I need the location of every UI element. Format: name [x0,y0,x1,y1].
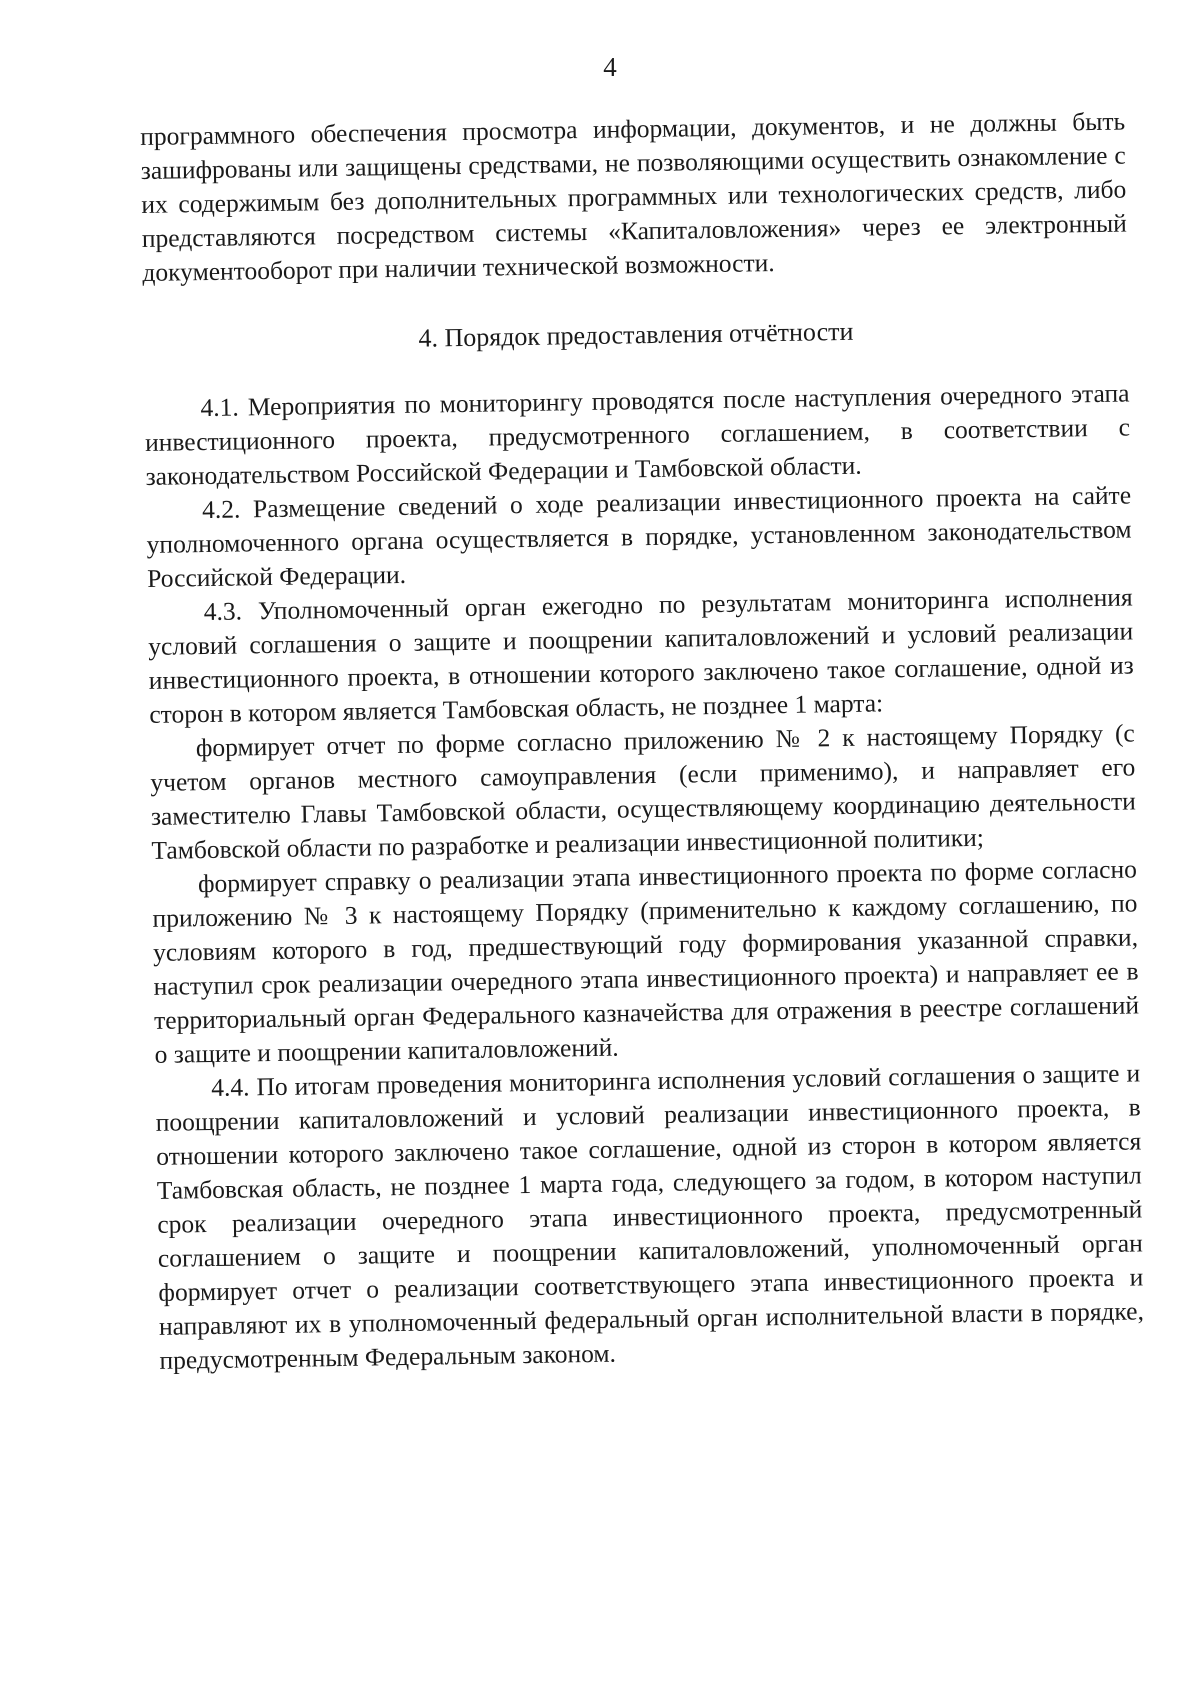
paragraph-continuation: программного обеспечения просмотра информации, документов, и не должны быть зашифрованы или защищены средствами, не позволяющими осуществить ознакомление с их содержимым без дополнительных программных или технологических средств, либо представляются посредством системы «Капиталовложения» через ее электронный документооборот при наличии технической возможности. [140,106,1127,287]
page-content [140,105,1145,1378]
paragraph-4-3: 4.3. Уполномоченный орган ежегодно по результатам мониторинга исполнения условий соглашения о защите и поощрении капиталовложений и условий реализации инвестиционного проекта, в отношении которого заключено такое соглашение, одной из сторон в котором является Тамбовская область, не позднее 1 марта: [148,582,1134,729]
page-number: 4 [603,52,617,82]
paragraph-report-item: формирует отчет по форме согласно приложению № 2 к настоящему Порядку (с учетом органов местного самоуправления (если применимо), и направляет его заместителю Главы Тамбовской области, осуществляющему координацию деятельности Тамбовской области по разработке и реализации инвестиционной политики; [150,718,1137,865]
paragraph-4-4: 4.4. По итогам проведения мониторинга исполнения условий соглашения о защите и поощрении капиталовложений и условий реализации инвестиционного проекта, в отношении которого заключено такое соглашение, одной из сторон в котором является Тамбовская область, не позднее 1 марта года, следующего за годом, в котором наступил срок реализации очередного этапа инвестиционного проекта, предусмотренный соглашением о защите и поощрении капиталовложений, уполномоченный орган формирует отчет о реализации соответствующего этапа инвестиционного проекта и направляют их в уполномоченный федеральный орган исполнительной власти в порядке, предусмотренным Федеральным законом. [155,1058,1145,1375]
section-title: 4. Порядок предоставления отчётности [418,316,854,353]
paragraph-4-1: 4.1. Мероприятия по мониторингу проводятся после наступления очередного этапа инвестиционного проекта, предусмотренного соглашением, в соответствии с законодательством Российской Федерации и Тамбовской области. [144,378,1131,491]
paragraph-4-2: 4.2. Размещение сведений о ходе реализации инвестиционного проекта на сайте уполномоченного органа осуществляется в порядке, установленном законодательством Российской Федерации. [146,480,1132,593]
paragraph-certificate-item: формирует справку о реализации этапа инвестиционного проекта по форме согласно приложению № 3 к настоящему Порядку (применительно к каждому соглашению, по условиям которого в год, предшествующий году формирования указанной справки, наступил срок реализации очередного этапа инвестиционного проекта) и направляет ее в территориальный орган Федерального казначейства для отражения в реестре соглашений о защите и поощрении капиталовложений. [152,854,1140,1069]
